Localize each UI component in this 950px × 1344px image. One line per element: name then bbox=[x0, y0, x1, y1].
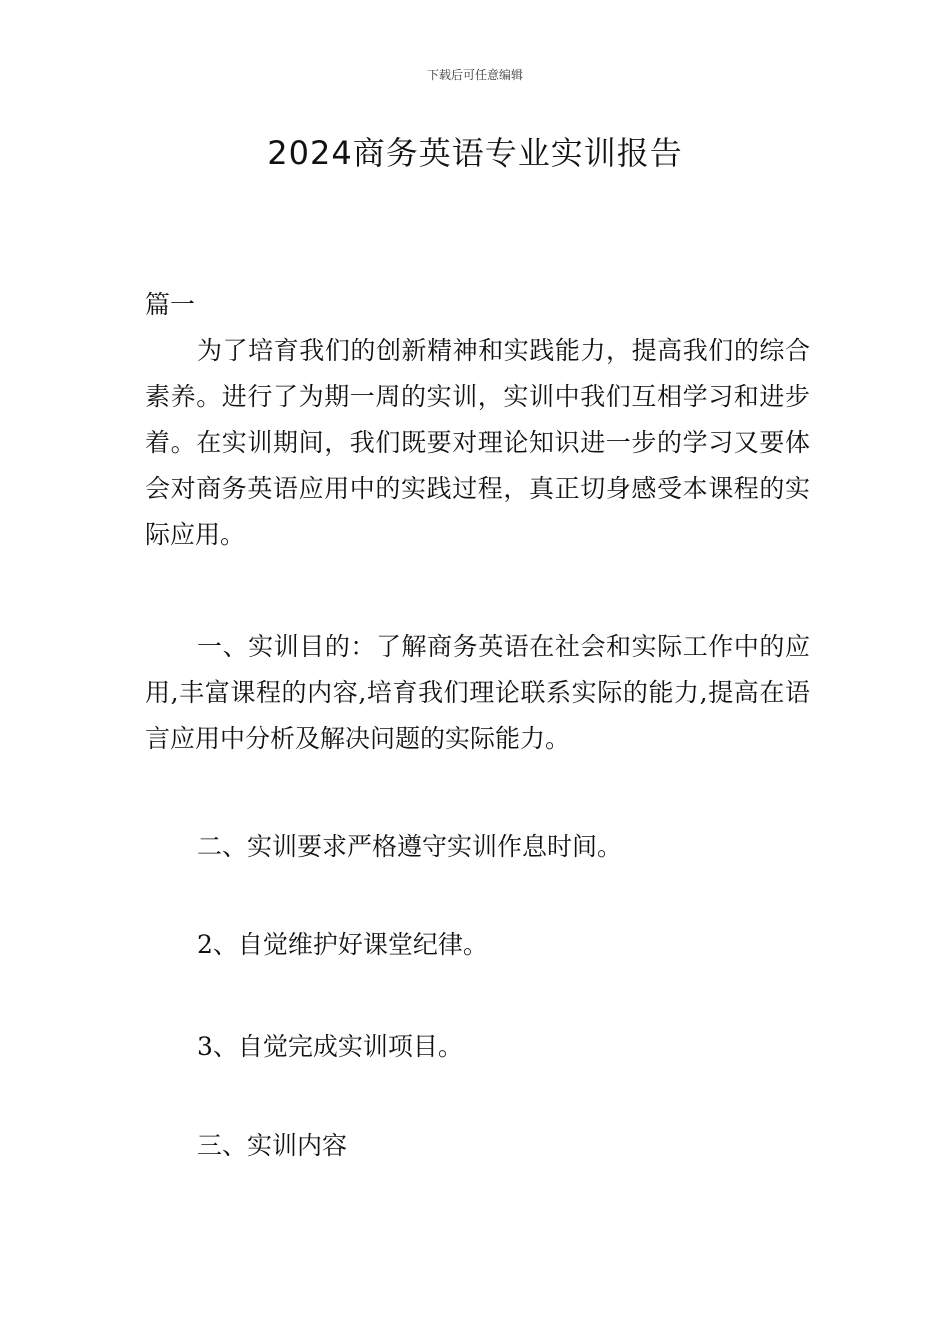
discipline-line: 2、自觉维护好课堂纪律。 bbox=[197, 930, 488, 959]
section-label: 篇一 bbox=[145, 290, 196, 319]
purpose-paragraph: 一、实训目的：了解商务英语在社会和实际工作中的应用,丰富课程的内容,培育我们理论联系实际的能力,提高在语言应用中分析及解决问题的实际能力。 bbox=[145, 632, 810, 753]
projects-line: 3、自觉完成实训项目。 bbox=[197, 1032, 463, 1061]
document-title: 2024商务英语专业实训报告 bbox=[267, 134, 683, 172]
requirements-line: 二、实训要求严格遵守实训作息时间。 bbox=[197, 832, 623, 861]
intro-paragraph: 为了培育我们的创新精神和实践能力，提高我们的综合素养。进行了为期一周的实训，实训中我们互相学习和进步着。在实训期间，我们既要对理论知识进一步的学习又要体会对商务英语应用中的实践过程，真正切身感受本课程的实际应用。 bbox=[145, 336, 810, 549]
header-note: 下载后可任意编辑 bbox=[426, 68, 523, 82]
content-heading: 三、实训内容 bbox=[197, 1131, 348, 1160]
